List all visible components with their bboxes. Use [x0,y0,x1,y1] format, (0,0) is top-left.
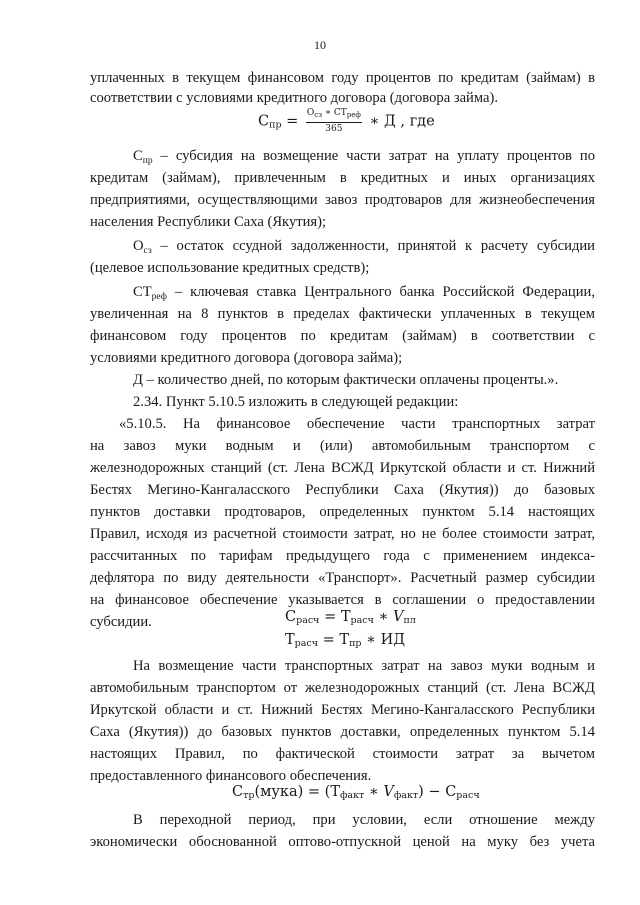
text-line: На возмещение части транспортных затрат на завоз муки водным и [133,658,595,674]
page-number: 10 [314,38,326,52]
text-line: пунктов доставки продтоваров, определенных пунктом 5.14 настоящих [90,504,595,520]
text-line: предоставленного финансового обеспечения. [90,768,372,784]
text-line: на финансовое обеспечение указывается в соглашении о предоставлении [90,592,595,608]
text-line: увеличенная на 8 пунктов в пределах фактически уплаченных в текущем [90,306,595,322]
text-line: субсидии. [90,614,152,630]
text-line: Саха (Якутия)) до базовых пунктов доставки, определенных пунктом 5.14 [90,724,595,740]
definition-line: $СТ_{реф}$ – ключевая ставка Центрального банка Российской Федерации, [133,284,595,302]
text-line: рассчитанных по тарифам предыдущего года с применением индекса- [90,548,595,564]
text-line: экономически обоснованной оптово-отпускной ценой на муку без учета [90,834,595,850]
text-line: 2.34. Пункт 5.10.5 изложить в следующей редакции: [133,394,459,410]
text-line: на завоз муки водным и (или) автомобильным транспортом с [90,438,595,454]
formula-flour-transport: $С_{тр}(мука) = (Т_{факт}$ ∗ $V_{факт}) - С_{расч}$ [232,784,480,801]
text-line: населения Республики Саха (Якутия); [90,214,327,230]
text-line: предприятиями, осуществляющими завоз продтоваров для жизнеобеспечения [90,192,595,208]
text-line: условиями кредитного договора (договора займа); [90,350,403,366]
text-line: железнодорожных станций (ст. Лена ВСЖД Иркутской области и ст. Нижний [90,460,595,476]
text-line: (целевое использование кредитных средств); [90,260,370,276]
text-line: соответствии с условиями кредитного договора (договора займа). [90,90,498,106]
text-line: кредитам (займам), привлеченным в кредитных и иных организациях [90,170,595,186]
text-line: В переходной период, при условии, если отношение между [133,812,595,828]
text-line: Правил, исходя из расчетной стоимости затрат, но не более стоимости затрат, [90,526,595,542]
definition-line: $С_{пр}$ – субсидия на возмещение части затрат на уплату процентов по [133,148,595,166]
text-line: настоящих Правил, по фактической стоимости затрат за вычетом [90,746,595,762]
text-line: автомобильным транспортом от железнодорожных станций (ст. Лена ВСЖД [90,680,595,696]
text-line: Д – количество дней, по которым фактически оплачены проценты.». [133,372,559,388]
definition-line: $О_{сз}$ – остаток ссудной задолженности, принятой к расчету субсидии [133,238,595,256]
text-line: уплаченных в текущем финансовом году процентов по кредитам (займам) в [90,70,595,86]
text-line: Иркутской области и ст. Нижний Бестях Мегино-Кангаласского Республики [90,702,595,718]
formula-calc-cost: $С_{расч} = Т_{расч}$ ∗ $V_{пл}$ [285,609,416,626]
formula-calc-tariff: $Т_{расч} = Т_{пр}$ ∗ ИД [285,632,406,649]
text-line: Бестях Мегино-Кангаласского Республики Саха (Якутия)) до базовых [90,482,595,498]
text-line: финансовом году процентов по кредитам (займам) в соответствии с [90,328,595,344]
text-line: дефлятора по виду деятельности «Транспорт». Расчетный размер субсидии [90,570,595,586]
fraction: $\frac{О_{сз} ∗ СТ_{реф}}{365}$ [306,108,361,134]
text-line: «5.10.5. На финансовое обеспечение части транспортных затрат [119,416,595,432]
formula-subsidy-interest: $С_{пр}$ = $\frac{О_{сз} ∗ СТ_{реф}}{365}$ ∗ Д , где [258,108,435,134]
